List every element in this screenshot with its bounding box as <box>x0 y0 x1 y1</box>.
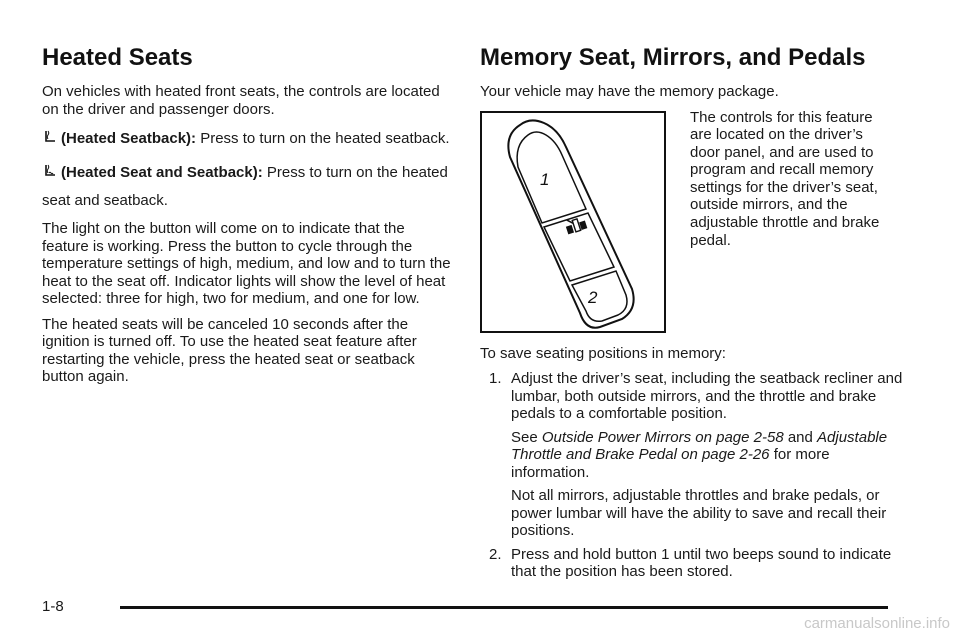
heated-seat-and-seatback-term: (Heated Seat and Seatback): <box>61 164 263 181</box>
heated-seatback-icon <box>42 128 58 154</box>
step-2 <box>480 546 910 581</box>
step-1-number: 1. <box>489 370 502 387</box>
memory-set-icon <box>564 214 587 233</box>
step-1-note: Not all mirrors, adjustable throttles and brake pedals, or power lumbar will have the ability to save and recall their positions. <box>511 487 887 539</box>
page-footer <box>42 598 888 618</box>
heated-seat-and-seatback-entry <box>42 160 454 214</box>
section-title-memory-seat: Memory Seat, Mirrors, and Pedals <box>480 44 866 71</box>
cancel-paragraph: The heated seats will be canceled 10 seconds after the ignition is turned off. To use the heated seat feature after restarting the vehicle, press the heated seat or seatback button again. <box>42 315 417 385</box>
heated-seatback-term: (Heated Seatback): <box>61 130 197 147</box>
steps-list <box>480 370 910 581</box>
memory-intro: Your vehicle may have the memory package. <box>480 83 779 100</box>
save-heading: To save seating positions in memory: <box>480 344 726 362</box>
step-1-see-also <box>511 429 910 482</box>
ref-adjustable-throttle[interactable]: Adjustable Throttle and Brake Pedal on page 2-26 <box>511 428 888 463</box>
heated-seatback-entry <box>42 126 454 154</box>
page-number: 1-8 <box>42 598 64 615</box>
step-1 <box>480 370 910 540</box>
step-1-text: Adjust the driver’s seat, including the seatback recliner and lumbar, both outside mirrors, and the throttle and brake pedals to a comfortable position. <box>511 370 903 422</box>
heated-seat-and-seatback-desc: Press to turn on the heated seat and seatback. <box>42 164 448 209</box>
see-and: and <box>787 428 813 446</box>
see-suffix: for more information. <box>511 446 830 481</box>
footer-rule <box>120 606 888 609</box>
see-prefix: See <box>511 428 538 446</box>
memory-button-2-label: 2 <box>588 287 598 307</box>
indicator-light-paragraph: The light on the button will come on to indicate that the feature is working. Press the button to cycle through the temperature settings of high, medium, and low and to turn the heat to the seat off. Indicator lights will show the level of heat selected: three for high, two for medium, and one for low. <box>42 220 451 307</box>
watermark: carmanualsonline.info <box>804 615 950 632</box>
heated-seats-intro: On vehicles with heated front seats, the controls are located on the driver and passenger doors. <box>42 83 440 118</box>
step-2-number: 2. <box>489 545 502 563</box>
ref-outside-power-mirrors[interactable]: Outside Power Mirrors on page 2-58 <box>541 428 784 446</box>
figure-caption: The controls for this feature are located on the driver’s door panel, and are used to program and recall memory settings for the driver’s seat, outside mirrors, and the adjustable throttle and brake pedal. <box>690 108 880 249</box>
left-column <box>42 40 454 394</box>
memory-button-1-label: 1 <box>540 169 550 189</box>
section-title-heated-seats: Heated Seats <box>42 44 193 71</box>
right-column <box>480 40 910 587</box>
heated-seat-and-seatback-icon <box>42 162 58 188</box>
memory-buttons-illustration <box>480 111 666 333</box>
memory-figure-row <box>480 109 910 337</box>
heated-seatback-desc: Press to turn on the heated seatback. <box>200 130 450 147</box>
step-2-text: Press and hold button 1 until two beeps sound to indicate that the position has been stored. <box>511 545 892 580</box>
